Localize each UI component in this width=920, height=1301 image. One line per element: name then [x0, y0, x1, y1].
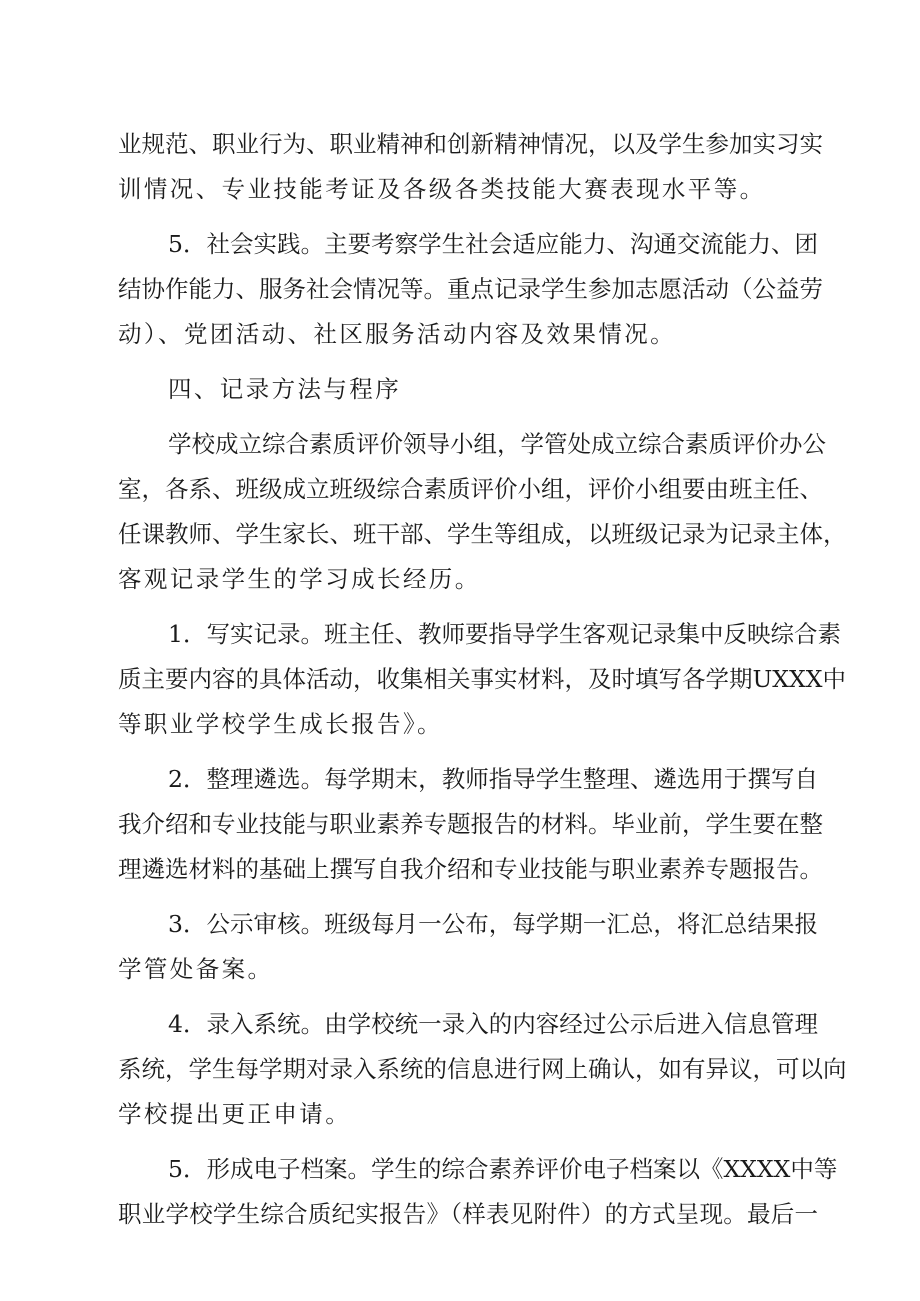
text-line: 理遴选材料的基础上撰写自我介绍和专业技能与职业素养专题报告。: [118, 855, 823, 883]
paragraph-selection: 2．整理遴选。每学期末，教师指导学生整理、遴选用于撰写自: [168, 765, 818, 793]
paragraph-social-practice: 5．社会实践。主要考察学生社会适应能力、沟通交流能力、团: [168, 230, 818, 258]
text-line: 职业学校学生综合质纪实报告》（样表见附件）的方式呈现。最后一: [118, 1200, 818, 1228]
text-line: 系统，学生每学期对录入系统的信息进行网上确认，如有异议，可以向: [118, 1055, 847, 1083]
paragraph-evaluation-group: 学校成立综合素质评价领导小组，学管处成立综合素质评价办公: [168, 430, 826, 458]
text-line: 质主要内容的具体活动，收集相关事实材料，及时填写各学期UXXX中: [118, 665, 846, 693]
text-line: 客观记录学生的学习成长经历。: [118, 565, 481, 593]
paragraph-factual-record: 1．写实记录。班主任、教师要指导学生客观记录集中反映综合素: [168, 620, 841, 648]
text-line: 结协作能力、服务社会情况等。重点记录学生参加志愿活动（公益劳: [118, 275, 823, 303]
text-line: 等职业学校学生成长报告》。: [118, 710, 443, 738]
section-heading: 四、记录方法与程序: [168, 375, 402, 403]
paragraph-publicity-review: 3．公示审核。班级每月一公布，每学期一汇总，将汇总结果报: [168, 910, 818, 938]
paragraph-electronic-archive: 5．形成电子档案。学生的综合素养评价电子档案以《XXXX中等: [168, 1155, 838, 1183]
text-line: 学校提出更正申请。: [118, 1100, 352, 1128]
paragraph-system-entry: 4．录入系统。由学校统一录入的内容经过公示后进入信息管理: [168, 1010, 818, 1038]
document-body: [118, 122, 847, 1237]
text-line: 任课教师、学生家长、班干部、学生等组成，以班级记录为记录主体，: [118, 520, 847, 548]
text-line: 业规范、职业行为、职业精神和创新精神情况，以及学生参加实习实: [118, 130, 823, 158]
text-line: 学管处备案。: [118, 955, 274, 983]
text-line: 训情况、专业技能考证及各级各类技能大赛表现水平等。: [118, 175, 766, 203]
text-line: 我介绍和专业技能与职业素养专题报告的材料。毕业前，学生要在整: [118, 810, 823, 838]
text-line: 室，各系、班级成立班级综合素质评价小组，评价小组要由班主任、: [118, 475, 823, 503]
text-line: 动）、党团活动、社区服务活动内容及效果情况。: [118, 320, 677, 348]
